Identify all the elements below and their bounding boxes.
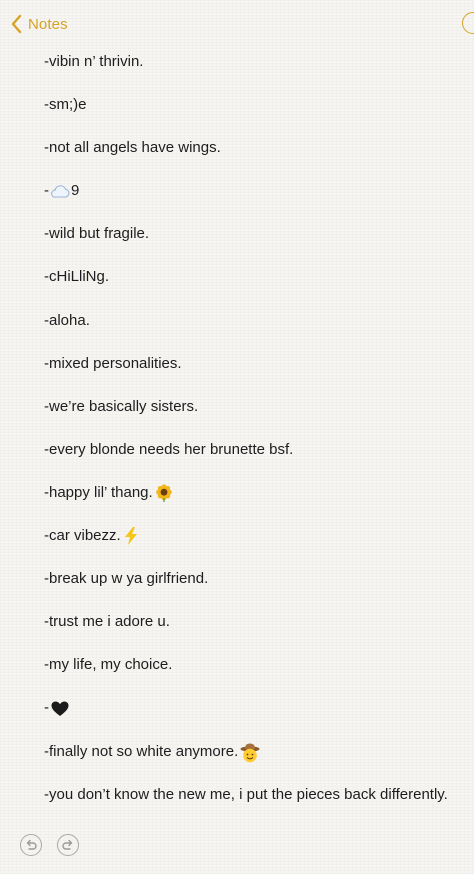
note-line[interactable] <box>44 48 472 91</box>
bottom-toolbar <box>0 818 474 874</box>
note-line[interactable] <box>44 694 472 737</box>
info-button[interactable] <box>462 12 474 34</box>
note-line[interactable] <box>44 479 472 522</box>
navigation-bar <box>0 0 474 46</box>
note-line-text: -trust me i adore u. <box>44 613 170 631</box>
note-line[interactable] <box>44 220 472 263</box>
lightning-icon <box>123 527 139 554</box>
note-line[interactable] <box>44 393 472 436</box>
note-line-text: -aloha. <box>44 311 90 329</box>
note-line[interactable] <box>44 738 472 781</box>
note-body[interactable] <box>44 48 472 824</box>
note-line-text: -wild but fragile. <box>44 225 150 243</box>
note-line-text: -every blonde needs her brunette bsf. <box>44 440 294 458</box>
note-line-text: - <box>44 182 49 200</box>
note-line[interactable] <box>44 307 472 350</box>
note-line[interactable] <box>44 91 472 134</box>
note-line-text: -mixed personalities. <box>44 354 182 372</box>
note-line[interactable] <box>44 350 472 393</box>
cloud-icon <box>49 182 71 209</box>
note-line[interactable] <box>44 651 472 694</box>
black-heart-icon <box>51 699 69 726</box>
note-line-text: -finally not so white anymore. <box>44 742 239 760</box>
note-line-text: -break up w ya girlfriend. <box>44 570 209 588</box>
note-line[interactable] <box>44 177 472 220</box>
chevron-left-icon <box>10 14 22 34</box>
back-button[interactable] <box>10 12 68 36</box>
back-label: Notes <box>28 15 68 33</box>
redo-button[interactable] <box>57 834 79 856</box>
note-line-text: -vibin n’ thrivin. <box>44 53 144 70</box>
cowboy-face-icon <box>240 743 260 772</box>
note-line-text: -you don’t know the new me, i put the pieces back differently. <box>44 785 448 803</box>
redo-icon <box>61 838 75 852</box>
note-line-text: -cHiLliNg. <box>44 268 110 286</box>
sunflower-icon <box>155 484 173 511</box>
note-line[interactable] <box>44 522 472 565</box>
note-line-text: -we’re basically sisters. <box>44 397 199 415</box>
undo-button[interactable] <box>20 834 42 856</box>
note-line[interactable] <box>44 608 472 651</box>
undo-icon <box>24 838 38 852</box>
note-line[interactable] <box>44 565 472 608</box>
note-line-text: -car vibezz. <box>44 527 121 545</box>
note-line[interactable] <box>44 134 472 177</box>
note-line[interactable] <box>44 263 472 306</box>
note-line-text: -sm;)e <box>44 96 87 114</box>
note-line-text: - <box>44 699 49 717</box>
note-line-text: -happy lil’ thang. <box>44 483 153 501</box>
note-line-text: -my life, my choice. <box>44 656 173 674</box>
note-line-suffix: 9 <box>71 182 80 200</box>
note-line[interactable] <box>44 436 472 479</box>
note-line-text: -not all angels have wings. <box>44 139 221 157</box>
